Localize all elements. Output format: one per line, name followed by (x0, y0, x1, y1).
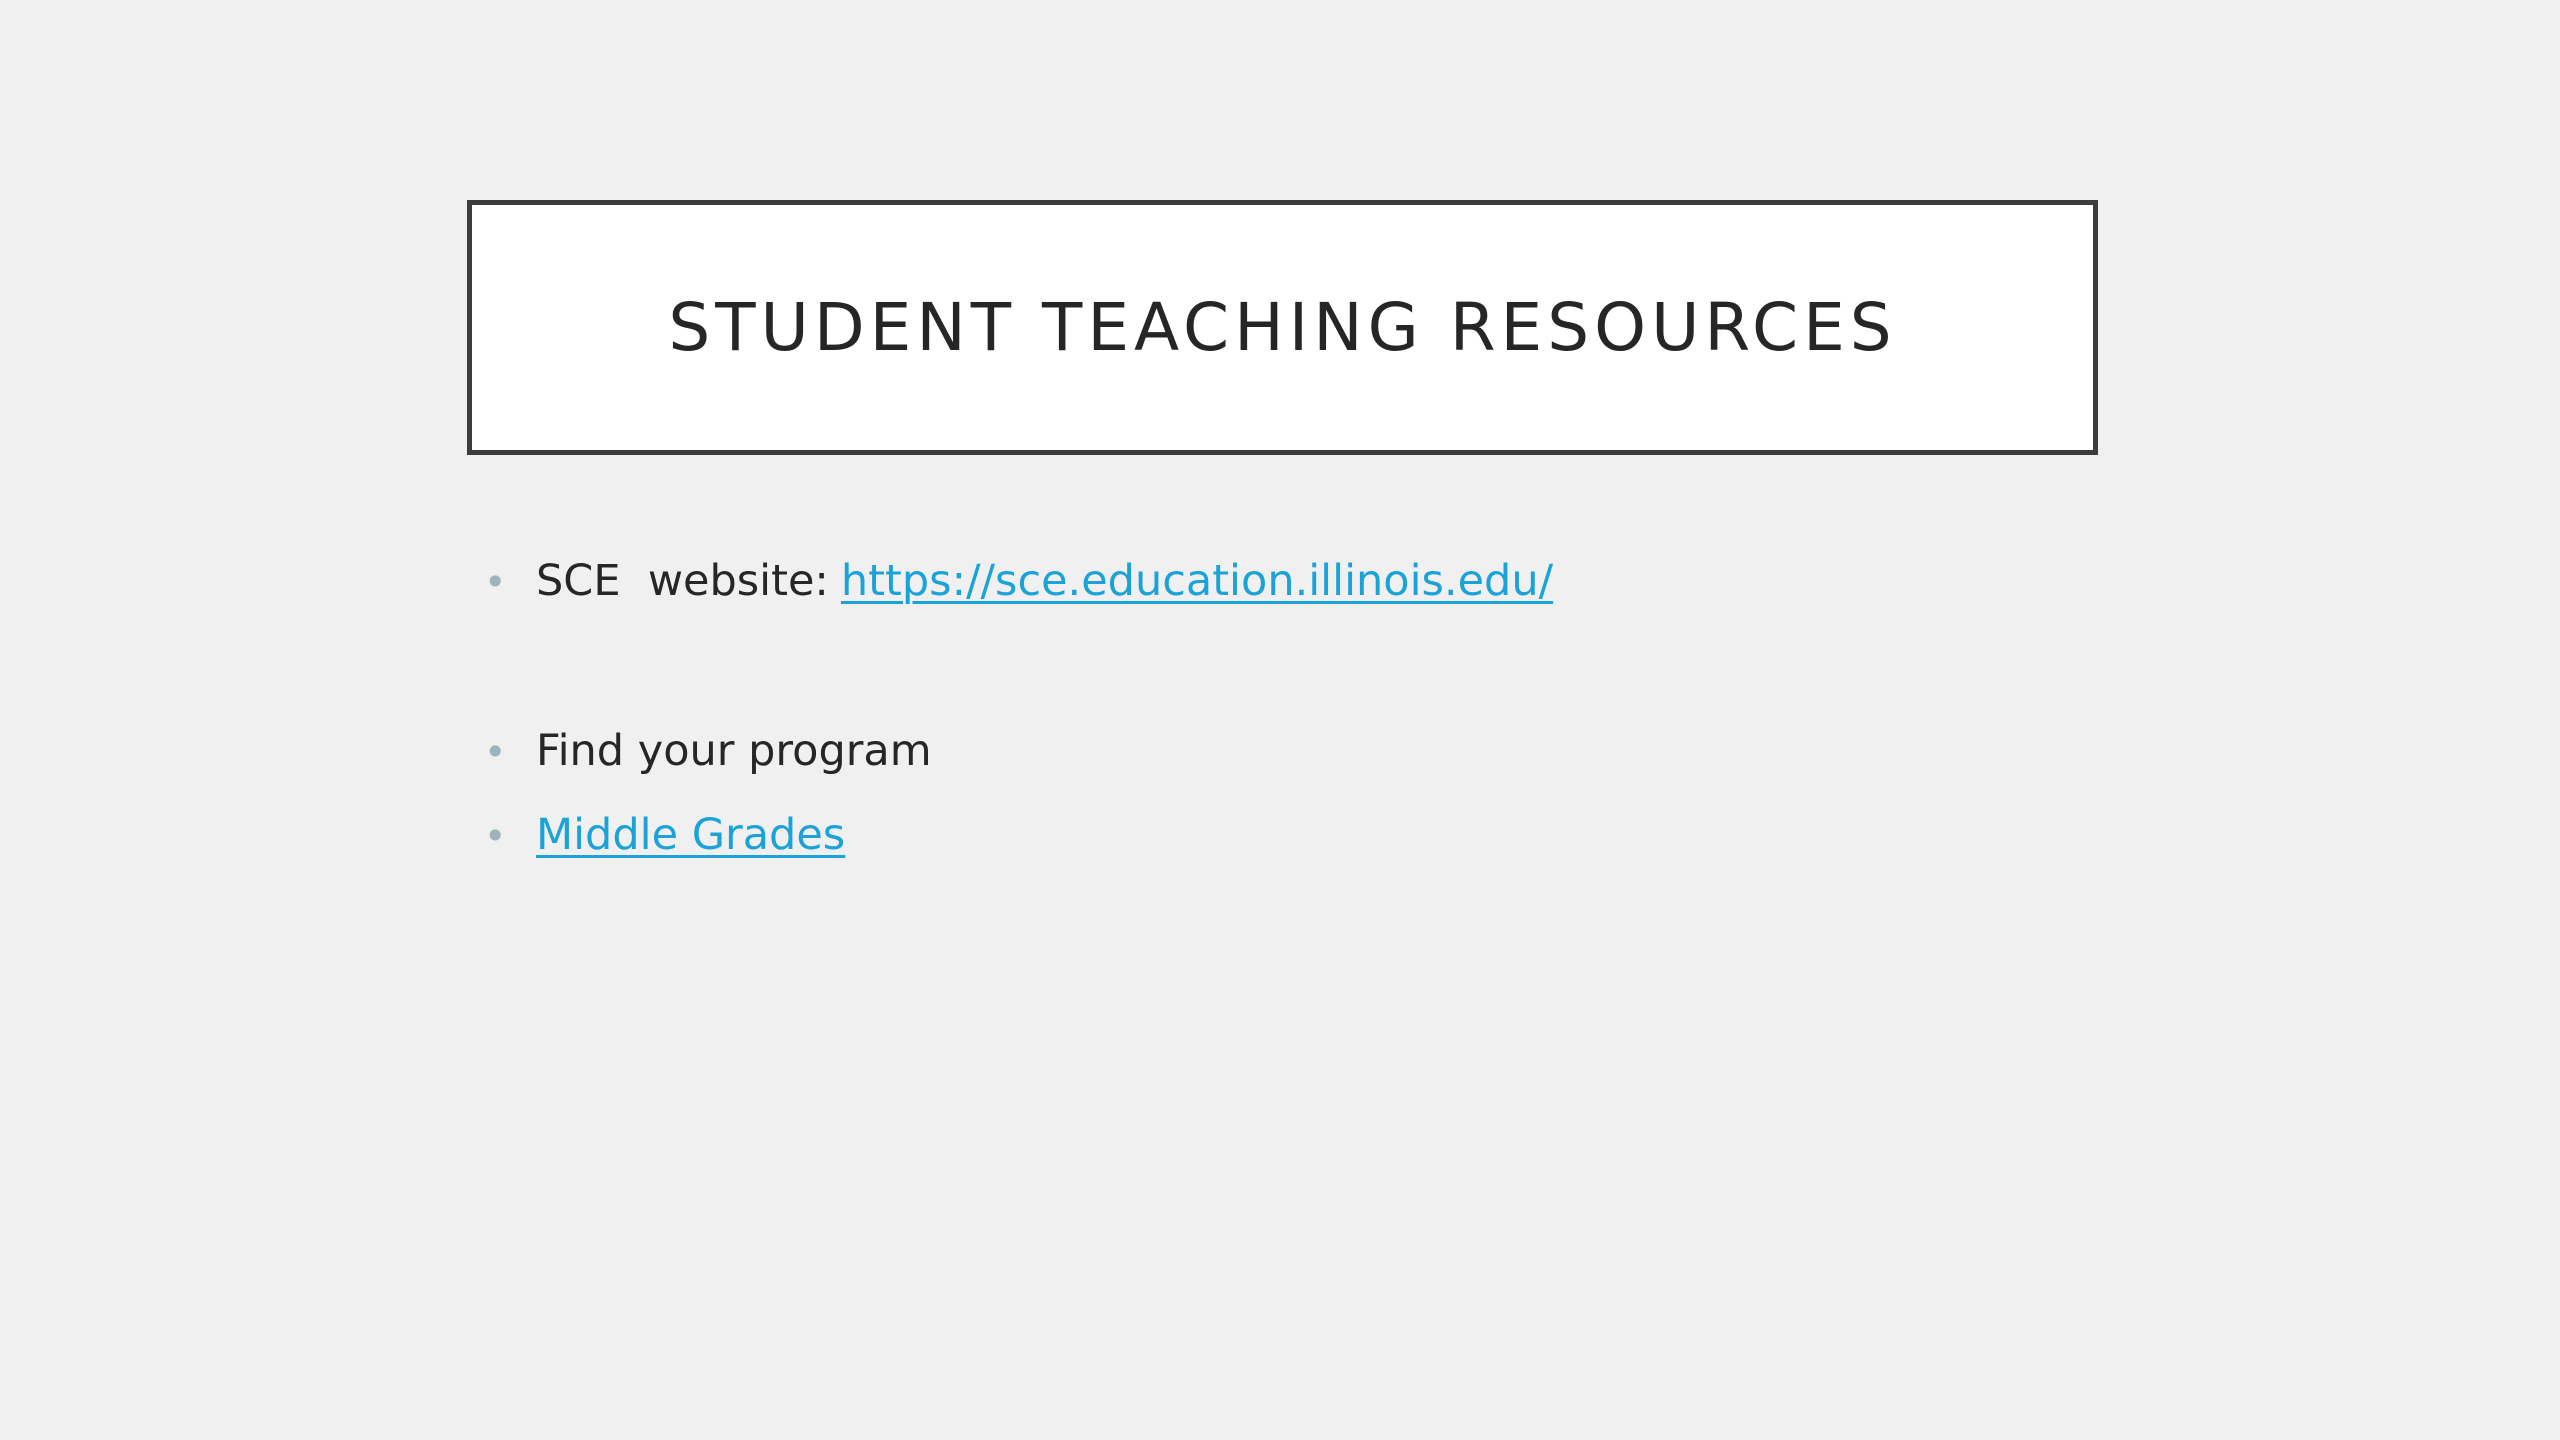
middle-grades-link[interactable]: Middle Grades (536, 810, 846, 860)
bullet-text: Find your program (536, 726, 932, 776)
bullet-item-website (484, 556, 1553, 606)
bullet-item-find-program (484, 726, 932, 776)
sce-website-link[interactable]: https://sce.education.illinois.edu/ (840, 556, 1554, 606)
bullet-prefix-text: SCE website: (536, 556, 829, 606)
title-box (467, 200, 2098, 455)
bullet-icon: • (484, 730, 507, 774)
slide-title: STUDENT TEACHING RESOURCES (668, 289, 1897, 366)
bullet-icon: • (484, 814, 507, 858)
bullet-item-middle-grades (484, 810, 845, 860)
bullet-icon: • (484, 560, 507, 604)
